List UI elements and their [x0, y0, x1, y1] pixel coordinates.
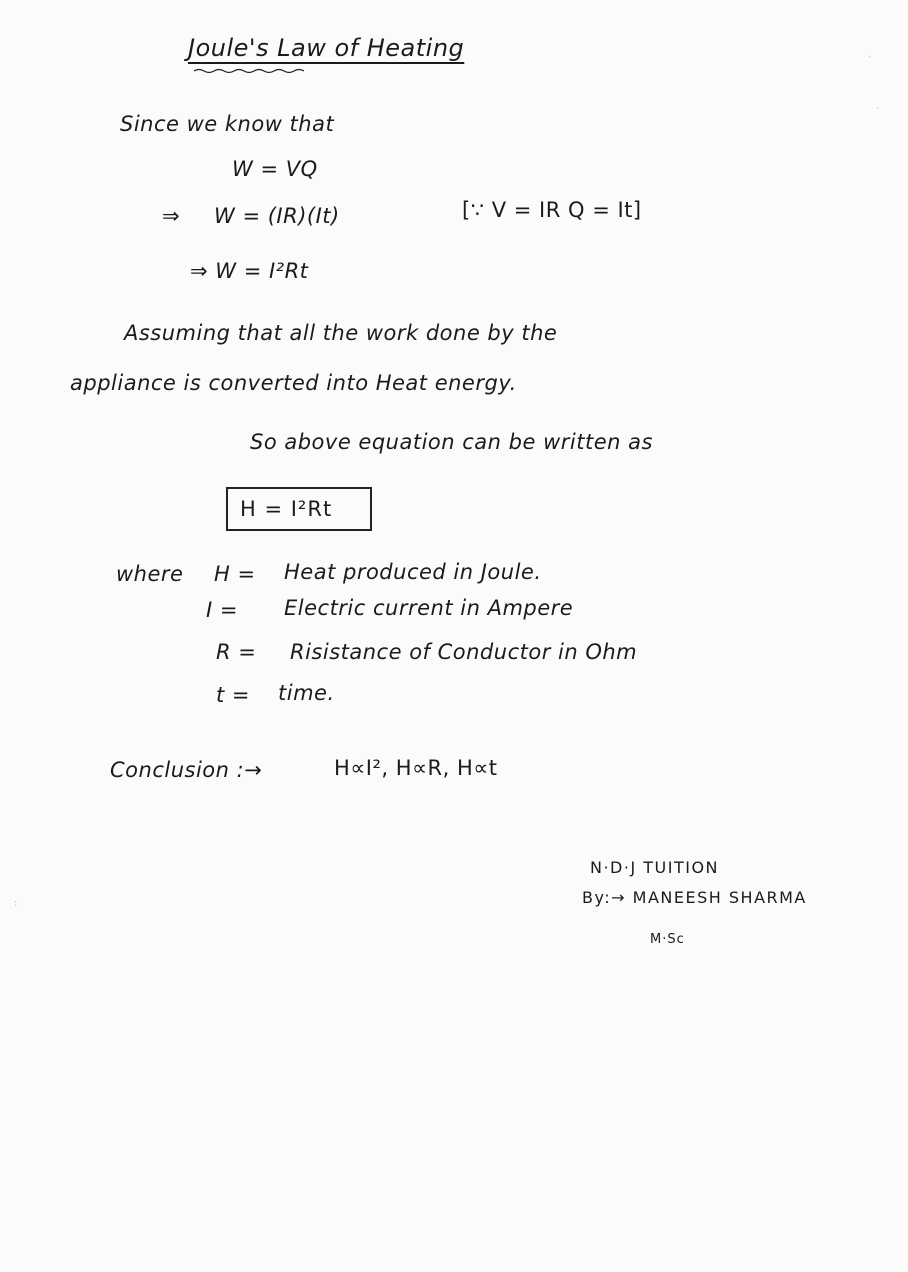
conclusion-text: H∝I², H∝R, H∝t [334, 756, 498, 780]
definition-meaning: time. [278, 681, 335, 705]
intro-text: Since we know that [120, 112, 335, 136]
equation-line-1: W = VQ [232, 157, 318, 181]
assumption-line-2: appliance is converted into Heat energy. [70, 371, 517, 395]
boxed-equation: H = I²Rt [226, 487, 372, 531]
assumption-line-1: Assuming that all the work done by the [124, 321, 558, 345]
equation-line-2: W = (IR)(It) [214, 204, 340, 228]
where-label: where [116, 562, 184, 586]
conclusion-label: Conclusion :→ [110, 758, 263, 782]
equation-note: [∵ V = IR Q = It] [462, 198, 642, 222]
definition-symbol: I = [206, 598, 238, 622]
definition-symbol: R = [216, 640, 257, 664]
equation-line-3: ⇒ W = I²Rt [190, 259, 309, 283]
footer-tuition: N·D·J TUITION [590, 858, 720, 877]
paper-speck: : [14, 898, 18, 909]
definition-symbol: H = [214, 562, 256, 586]
definition-symbol: t = [216, 683, 251, 707]
footer-author: By:→ MANEESH SHARMA [582, 888, 807, 907]
assumption-line-3: So above equation can be written as [250, 430, 653, 454]
definition-meaning: Risistance of Conductor in Ohm [290, 640, 638, 664]
equation-arrow: ⇒ [162, 204, 181, 228]
page-title: Joule's Law of Heating [188, 34, 465, 62]
definition-meaning: Electric current in Ampere [284, 596, 574, 620]
definition-meaning: Heat produced in Joule. [284, 560, 542, 584]
paper-speck: · [868, 52, 872, 63]
footer-degree: M·Sc [650, 932, 685, 947]
title-wavy-underline [194, 68, 304, 74]
paper-speck: · [876, 104, 880, 115]
